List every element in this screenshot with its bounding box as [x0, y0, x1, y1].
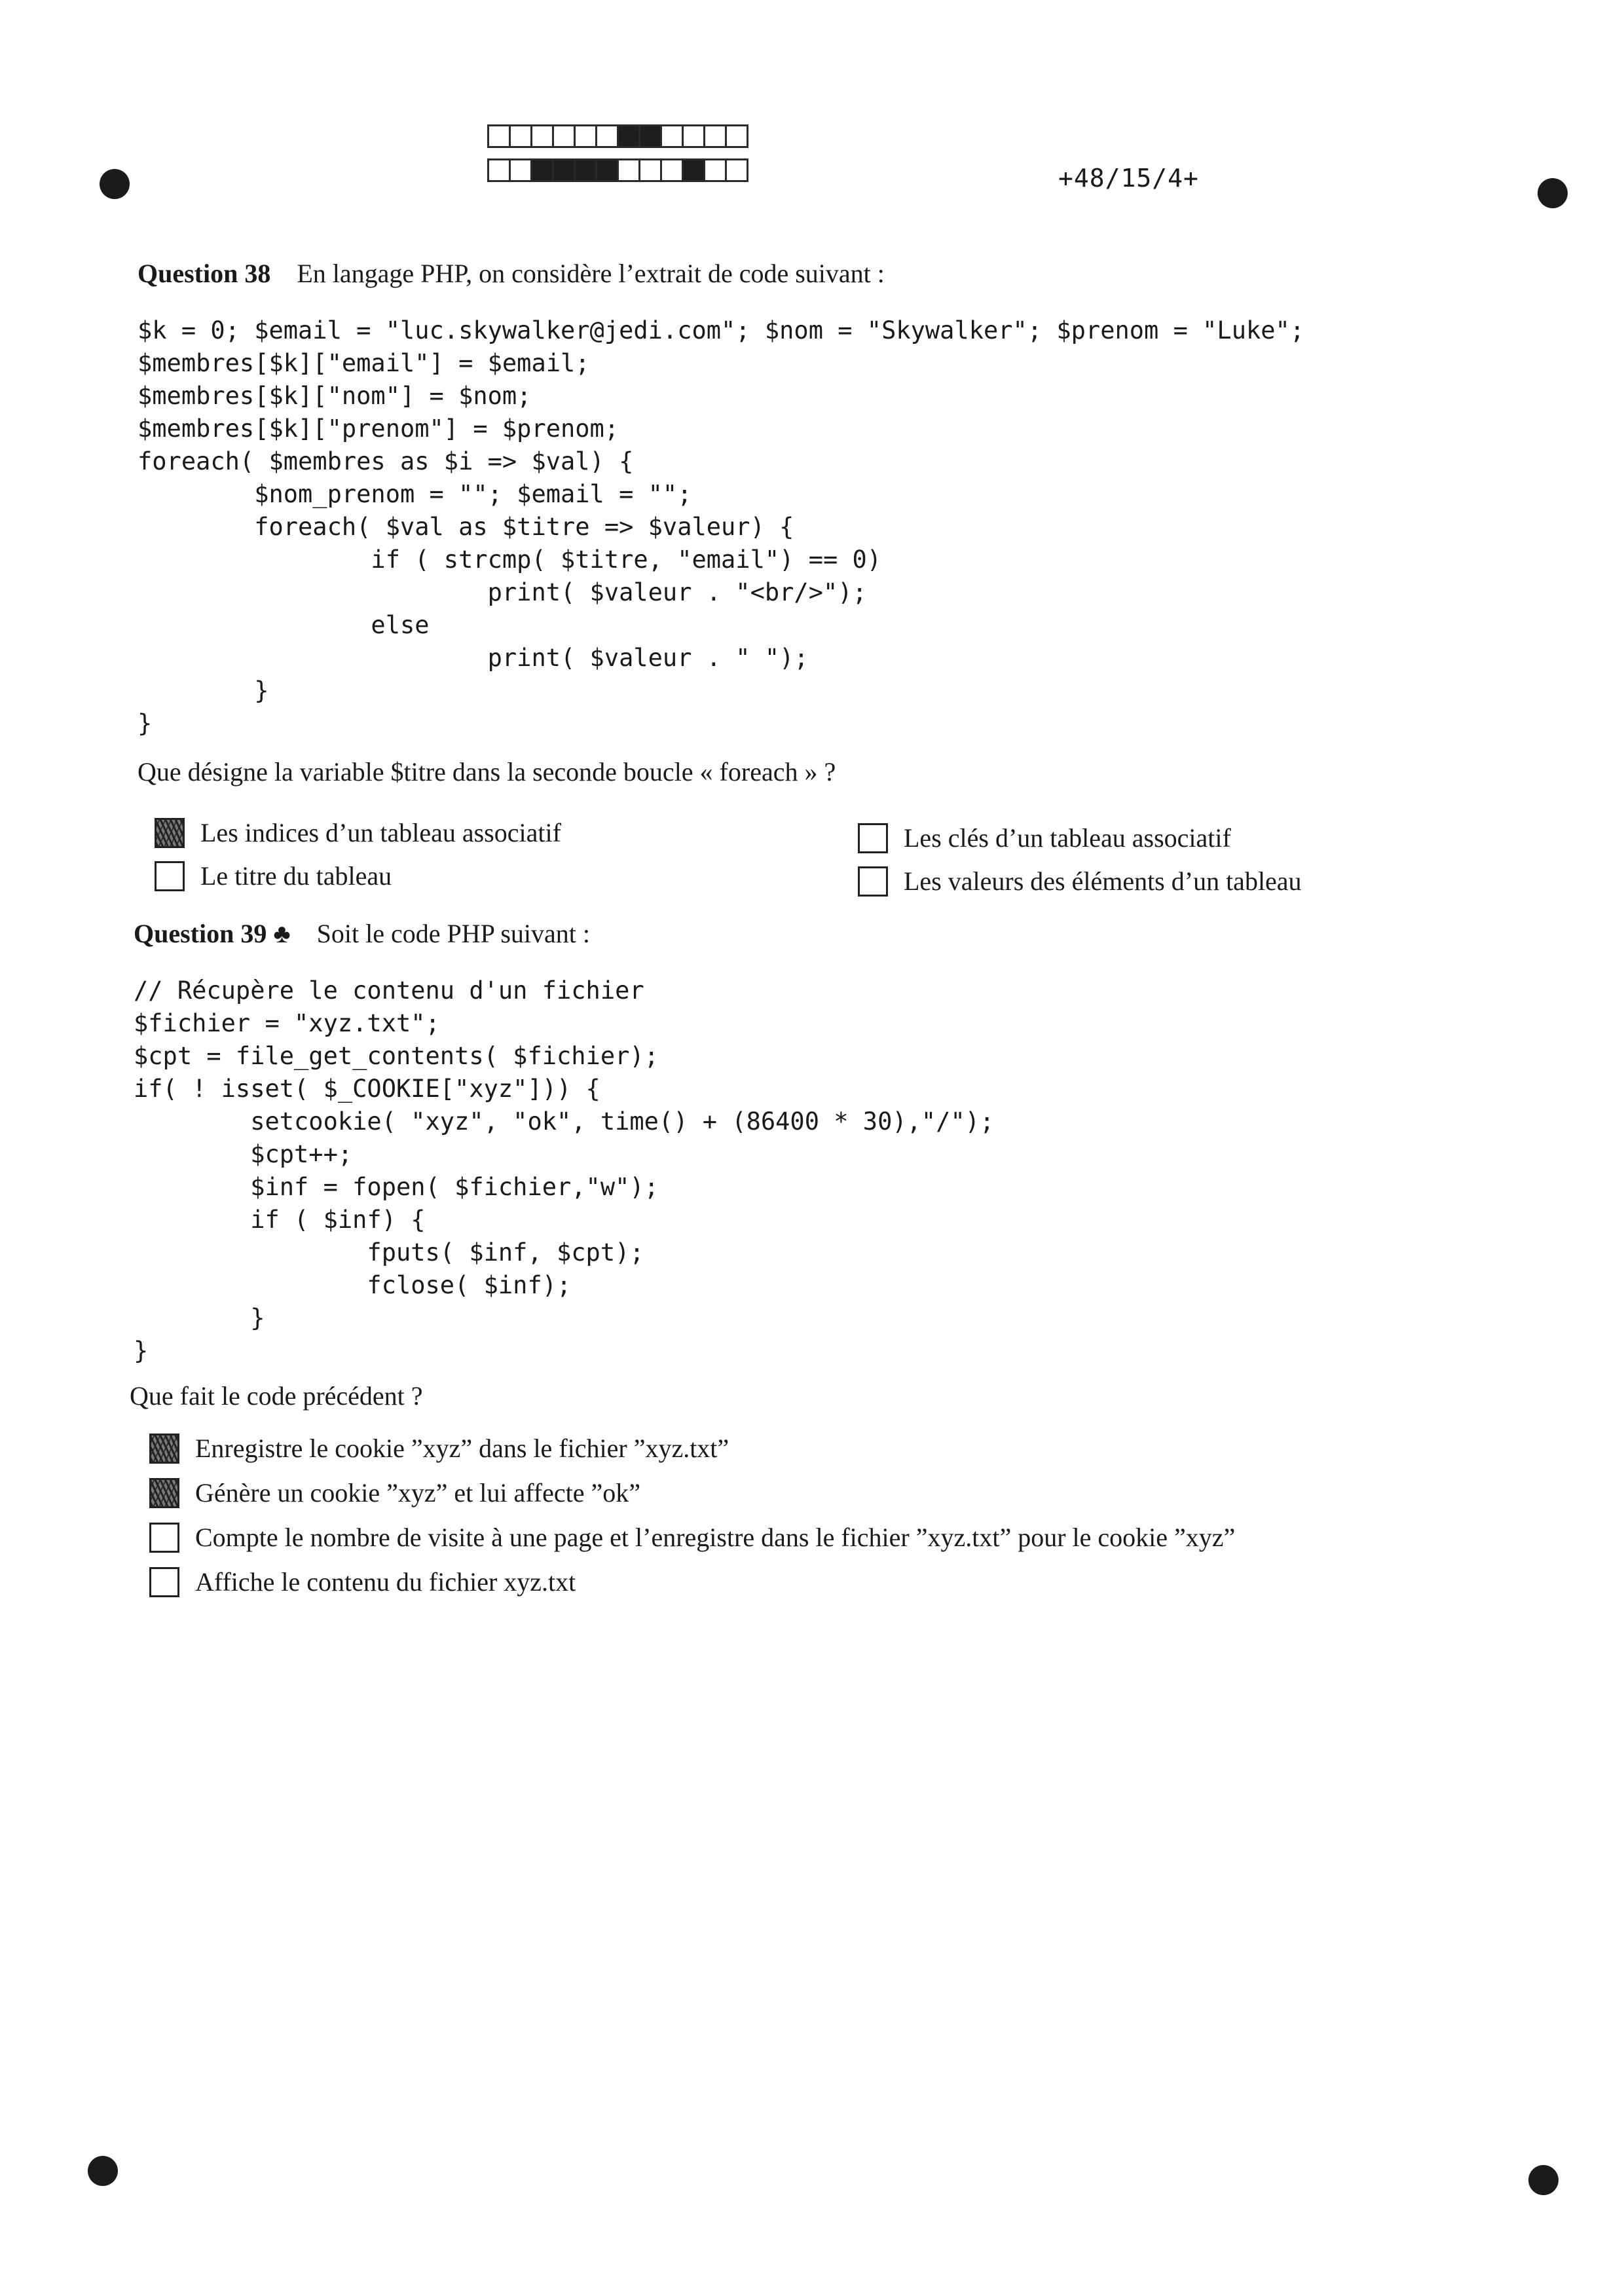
- choice-q39-3[interactable]: [149, 1522, 1235, 1553]
- code-line: if ( $inf) {: [134, 1206, 426, 1234]
- corner-mark-top-left: [100, 169, 130, 199]
- code-line: }: [134, 1337, 149, 1365]
- code-line: fclose( $inf);: [134, 1271, 572, 1299]
- choice-q39-4[interactable]: [149, 1566, 576, 1597]
- barcode-cell: [703, 124, 727, 148]
- code-line: print( $valeur . "<br/>");: [138, 578, 867, 606]
- code-line: else: [138, 611, 430, 639]
- barcode-cell: [574, 158, 597, 182]
- checkbox[interactable]: [149, 1478, 179, 1508]
- code-line: fputs( $inf, $cpt);: [134, 1238, 644, 1267]
- question-statement: Soit le code PHP suivant :: [316, 919, 591, 948]
- choice-label: Les valeurs des éléments d’un tableau: [904, 866, 1302, 896]
- barcode-cell: [509, 124, 532, 148]
- checkbox[interactable]: [155, 861, 185, 891]
- code-line: // Récupère le contenu d'un fichier: [134, 976, 644, 1005]
- barcode-cell: [638, 158, 662, 182]
- barcode-top: [487, 124, 747, 148]
- choice-label: Affiche le contenu du fichier xyz.txt: [195, 1567, 576, 1597]
- barcode-cell: [530, 158, 554, 182]
- choice-label: Les clés d’un tableau associatif: [904, 823, 1231, 853]
- choice-label: Les indices d’un tableau associatif: [200, 818, 561, 847]
- barcode-cell: [725, 124, 748, 148]
- corner-mark-bottom-right: [1528, 2165, 1559, 2195]
- checkbox[interactable]: [149, 1434, 179, 1464]
- choice-label: Le titre du tableau: [200, 861, 392, 891]
- choice-label: Enregistre le cookie ”xyz” dans le fichier ”xyz.txt”: [195, 1434, 729, 1463]
- code-line: $cpt++;: [134, 1140, 353, 1168]
- code-block-q39: [134, 974, 994, 1367]
- barcode-cell: [682, 124, 705, 148]
- code-line: foreach( $membres as $i => $val) {: [138, 447, 634, 475]
- choice-label: Génère un cookie ”xyz” et lui affecte ”ok”: [195, 1478, 640, 1508]
- checkbox[interactable]: [858, 866, 888, 897]
- checkbox[interactable]: [155, 818, 185, 848]
- code-block-q38: [138, 314, 1304, 740]
- corner-mark-top-right: [1538, 178, 1568, 208]
- code-line: $membres[$k]["email"] = $email;: [138, 349, 590, 377]
- code-line: if( ! isset( $_COOKIE["xyz"])) {: [134, 1075, 600, 1103]
- choice-q38-2[interactable]: [155, 861, 392, 891]
- code-line: $fichier = "xyz.txt";: [134, 1009, 440, 1037]
- barcode-cell: [574, 124, 597, 148]
- barcode-cell: [552, 158, 576, 182]
- question-number: Question 38: [138, 259, 271, 288]
- barcode-cell: [595, 158, 619, 182]
- corner-mark-bottom-left: [88, 2156, 118, 2186]
- barcode-cell: [703, 158, 727, 182]
- code-line: setcookie( "xyz", "ok", time() + (86400 * 30),"/");: [134, 1107, 995, 1136]
- barcode-cell: [682, 158, 705, 182]
- code-line: $membres[$k]["nom"] = $nom;: [138, 382, 532, 410]
- code-line: foreach( $val as $titre => $valeur) {: [138, 513, 794, 541]
- choice-q38-4[interactable]: [858, 866, 1302, 897]
- question-39-prompt: Que fait le code précédent ?: [130, 1381, 423, 1411]
- checkbox[interactable]: [858, 823, 888, 853]
- barcode-bottom: [487, 158, 747, 182]
- question-38-prompt: Que désigne la variable $titre dans la seconde boucle « foreach » ?: [138, 757, 836, 787]
- barcode-cell: [617, 124, 640, 148]
- code-line: print( $valeur . " ");: [138, 644, 809, 672]
- question-statement: En langage PHP, on considère l’extrait de code suivant :: [297, 259, 885, 288]
- barcode-cell: [660, 158, 684, 182]
- club-icon: ♣: [273, 919, 291, 948]
- code-line: $cpt = file_get_contents( $fichier);: [134, 1042, 659, 1070]
- barcode-cell: [530, 124, 554, 148]
- code-line: }: [138, 676, 269, 705]
- barcode-cell: [487, 158, 511, 182]
- choice-q39-2[interactable]: [149, 1477, 640, 1508]
- choice-q38-1[interactable]: [155, 817, 561, 848]
- checkbox[interactable]: [149, 1523, 179, 1553]
- code-line: $k = 0; $email = "luc.skywalker@jedi.com"; $nom = "Skywalker"; $prenom = "Luke";: [138, 316, 1305, 344]
- question-38-heading: [138, 258, 885, 289]
- code-line: }: [134, 1304, 265, 1332]
- barcode-cell: [595, 124, 619, 148]
- barcode-cell: [552, 124, 576, 148]
- code-line: $inf = fopen( $fichier,"w");: [134, 1173, 659, 1201]
- barcode-cell: [617, 158, 640, 182]
- question-39-heading: [134, 918, 590, 949]
- barcode-cell: [638, 124, 662, 148]
- page-id: +48/15/4+: [1058, 164, 1199, 193]
- code-line: $membres[$k]["prenom"] = $prenom;: [138, 415, 619, 443]
- code-line: $nom_prenom = ""; $email = "";: [138, 480, 692, 508]
- barcode-cell: [487, 124, 511, 148]
- choice-q39-1[interactable]: [149, 1433, 729, 1464]
- code-line: }: [138, 709, 153, 737]
- choice-q38-3[interactable]: [858, 823, 1231, 853]
- barcode-cell: [725, 158, 748, 182]
- checkbox[interactable]: [149, 1567, 179, 1597]
- barcode-cell: [660, 124, 684, 148]
- code-line: if ( strcmp( $titre, "email") == 0): [138, 546, 882, 574]
- choice-label: Compte le nombre de visite à une page et l’enregistre dans le fichier ”xyz.txt” pour le cookie ”xyz”: [195, 1523, 1236, 1552]
- barcode-cell: [509, 158, 532, 182]
- question-number: Question 39 ♣: [134, 919, 291, 948]
